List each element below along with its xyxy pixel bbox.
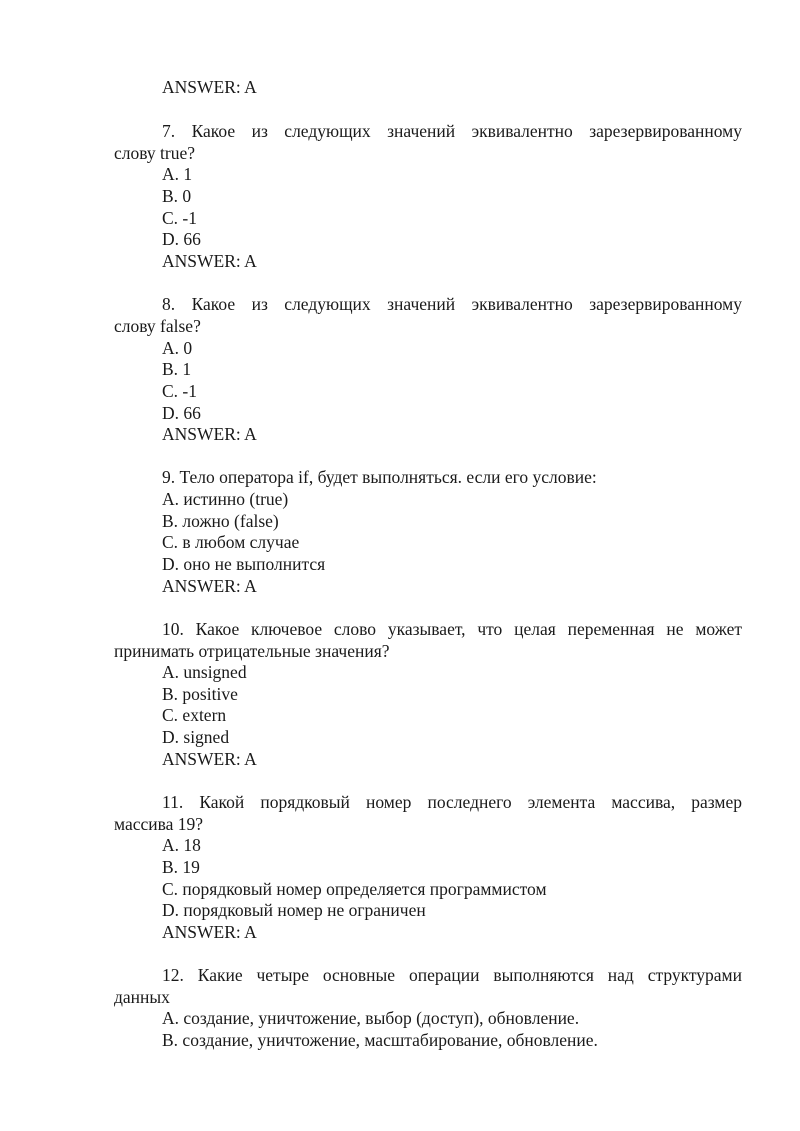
option-b: B. 0 xyxy=(162,186,192,206)
question-continuation: слову false? xyxy=(114,316,201,336)
question-11 xyxy=(114,791,742,835)
question-text: 11. Какой порядковый номер последнего элемента массива, размер xyxy=(162,792,742,812)
option-b: B. ложно (false) xyxy=(162,511,279,531)
option-b: B. 1 xyxy=(162,359,192,379)
question-7 xyxy=(114,120,742,164)
question-9-text: 9. Тело оператора if, будет выполняться. если его условие: xyxy=(162,467,597,487)
answer-line: ANSWER: A xyxy=(162,251,257,271)
answer-line: ANSWER: A xyxy=(162,77,257,97)
answer-line: ANSWER: A xyxy=(162,424,257,444)
answer-line: ANSWER: A xyxy=(162,749,257,769)
option-b: B. создание, уничтожение, масштабирование, обновление. xyxy=(162,1030,598,1050)
question-text: 8. Какое из следующих значений эквивалентно зарезервированному xyxy=(162,294,742,314)
option-d: D. порядковый номер не ограничен xyxy=(162,900,426,920)
option-c: C. -1 xyxy=(162,381,197,401)
option-d: D. 66 xyxy=(162,229,201,249)
question-text: 10. Какое ключевое слово указывает, что целая переменная не может xyxy=(162,619,742,639)
question-text: 12. Какие четыре основные операции выполняются над структурами xyxy=(162,965,742,985)
answer-line: ANSWER: A xyxy=(162,576,257,596)
option-a: A. истинно (true) xyxy=(162,489,289,509)
option-c: C. в любом случае xyxy=(162,532,300,552)
option-a: A. 1 xyxy=(162,164,193,184)
question-text: 7. Какое из следующих значений эквивалентно зарезервированному xyxy=(162,121,742,141)
option-b: B. 19 xyxy=(162,857,200,877)
option-a: A. 0 xyxy=(162,338,193,358)
question-continuation: слову true? xyxy=(114,143,196,163)
option-a: A. unsigned xyxy=(162,662,247,682)
option-c: C. -1 xyxy=(162,208,197,228)
option-b: B. positive xyxy=(162,684,238,704)
option-a: A. создание, уничтожение, выбор (доступ), обновление. xyxy=(162,1008,580,1028)
option-a: A. 18 xyxy=(162,835,201,855)
question-continuation: данных xyxy=(114,987,170,1007)
question-continuation: принимать отрицательные значения? xyxy=(114,641,390,661)
option-d: D. оно не выполнится xyxy=(162,554,326,574)
option-c: C. порядковый номер определяется программистом xyxy=(162,879,547,899)
answer-line: ANSWER: A xyxy=(162,922,257,942)
option-d: D. signed xyxy=(162,727,230,747)
question-continuation: массива 19? xyxy=(114,814,204,834)
option-d: D. 66 xyxy=(162,403,201,423)
question-10 xyxy=(114,618,742,662)
question-12 xyxy=(114,964,742,1008)
option-c: C. extern xyxy=(162,705,227,725)
question-8 xyxy=(114,293,742,337)
